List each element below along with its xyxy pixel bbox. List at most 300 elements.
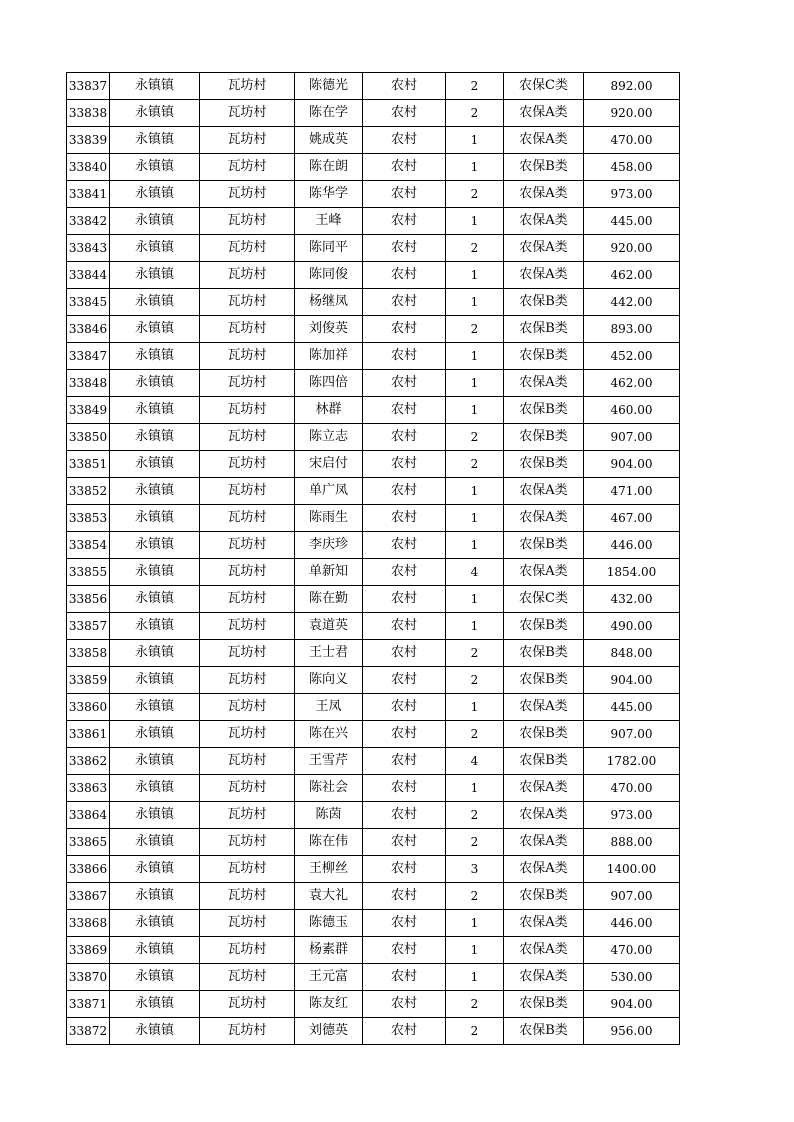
household-type-cell: 农村: [363, 478, 446, 505]
town-cell: 永镇镇: [110, 910, 200, 937]
record-id-cell: 33870: [67, 964, 110, 991]
table-row: [67, 775, 680, 802]
record-id-cell: 33872: [67, 1018, 110, 1045]
village-cell: 瓦坊村: [200, 505, 295, 532]
amount-cell: 956.00: [584, 1018, 680, 1045]
town-cell: 永镇镇: [110, 370, 200, 397]
record-id-cell: 33855: [67, 559, 110, 586]
category-cell: 农保B类: [504, 991, 584, 1018]
category-cell: 农保B类: [504, 289, 584, 316]
category-cell: 农保B类: [504, 154, 584, 181]
name-cell: 刘俊英: [295, 316, 363, 343]
record-id-cell: 33846: [67, 316, 110, 343]
record-id-cell: 33851: [67, 451, 110, 478]
amount-cell: 904.00: [584, 451, 680, 478]
category-cell: 农保B类: [504, 316, 584, 343]
member-count-cell: 2: [446, 883, 504, 910]
household-type-cell: 农村: [363, 181, 446, 208]
member-count-cell: 2: [446, 181, 504, 208]
table-row: [67, 883, 680, 910]
village-cell: 瓦坊村: [200, 208, 295, 235]
record-id-cell: 33849: [67, 397, 110, 424]
record-id-cell: 33854: [67, 532, 110, 559]
town-cell: 永镇镇: [110, 154, 200, 181]
town-cell: 永镇镇: [110, 451, 200, 478]
member-count-cell: 1: [446, 289, 504, 316]
town-cell: 永镇镇: [110, 667, 200, 694]
roster-table-body: [67, 73, 680, 1045]
category-cell: 农保A类: [504, 559, 584, 586]
record-id-cell: 33845: [67, 289, 110, 316]
amount-cell: 907.00: [584, 424, 680, 451]
name-cell: 陈在兴: [295, 721, 363, 748]
name-cell: 姚成英: [295, 127, 363, 154]
town-cell: 永镇镇: [110, 424, 200, 451]
household-type-cell: 农村: [363, 127, 446, 154]
record-id-cell: 33869: [67, 937, 110, 964]
member-count-cell: 4: [446, 559, 504, 586]
member-count-cell: 1: [446, 613, 504, 640]
amount-cell: 432.00: [584, 586, 680, 613]
table-row: [67, 505, 680, 532]
member-count-cell: 1: [446, 208, 504, 235]
name-cell: 陈德光: [295, 73, 363, 100]
name-cell: 王士君: [295, 640, 363, 667]
name-cell: 陈加祥: [295, 343, 363, 370]
town-cell: 永镇镇: [110, 829, 200, 856]
village-cell: 瓦坊村: [200, 586, 295, 613]
town-cell: 永镇镇: [110, 1018, 200, 1045]
village-cell: 瓦坊村: [200, 100, 295, 127]
amount-cell: 892.00: [584, 73, 680, 100]
household-type-cell: 农村: [363, 289, 446, 316]
table-row: [67, 964, 680, 991]
village-cell: 瓦坊村: [200, 1018, 295, 1045]
name-cell: 陈茵: [295, 802, 363, 829]
village-cell: 瓦坊村: [200, 667, 295, 694]
town-cell: 永镇镇: [110, 316, 200, 343]
village-cell: 瓦坊村: [200, 910, 295, 937]
name-cell: 林群: [295, 397, 363, 424]
category-cell: 农保B类: [504, 1018, 584, 1045]
amount-cell: 458.00: [584, 154, 680, 181]
table-row: [67, 370, 680, 397]
village-cell: 瓦坊村: [200, 721, 295, 748]
table-row: [67, 1018, 680, 1045]
household-type-cell: 农村: [363, 370, 446, 397]
household-type-cell: 农村: [363, 937, 446, 964]
table-row: [67, 262, 680, 289]
village-cell: 瓦坊村: [200, 613, 295, 640]
category-cell: 农保A类: [504, 370, 584, 397]
village-cell: 瓦坊村: [200, 127, 295, 154]
name-cell: 陈友红: [295, 991, 363, 1018]
town-cell: 永镇镇: [110, 991, 200, 1018]
name-cell: 王雪芹: [295, 748, 363, 775]
member-count-cell: 2: [446, 100, 504, 127]
member-count-cell: 1: [446, 343, 504, 370]
table-row: [67, 802, 680, 829]
category-cell: 农保B类: [504, 343, 584, 370]
village-cell: 瓦坊村: [200, 775, 295, 802]
member-count-cell: 1: [446, 262, 504, 289]
table-row: [67, 586, 680, 613]
category-cell: 农保A类: [504, 181, 584, 208]
household-type-cell: 农村: [363, 208, 446, 235]
amount-cell: 530.00: [584, 964, 680, 991]
amount-cell: 446.00: [584, 910, 680, 937]
household-type-cell: 农村: [363, 694, 446, 721]
town-cell: 永镇镇: [110, 397, 200, 424]
household-type-cell: 农村: [363, 1018, 446, 1045]
member-count-cell: 1: [446, 505, 504, 532]
record-id-cell: 33858: [67, 640, 110, 667]
member-count-cell: 2: [446, 640, 504, 667]
member-count-cell: 1: [446, 937, 504, 964]
table-row: [67, 856, 680, 883]
table-row: [67, 910, 680, 937]
amount-cell: 907.00: [584, 721, 680, 748]
town-cell: 永镇镇: [110, 559, 200, 586]
amount-cell: 907.00: [584, 883, 680, 910]
record-id-cell: 33837: [67, 73, 110, 100]
table-row: [67, 721, 680, 748]
village-cell: 瓦坊村: [200, 532, 295, 559]
member-count-cell: 2: [446, 316, 504, 343]
village-cell: 瓦坊村: [200, 991, 295, 1018]
town-cell: 永镇镇: [110, 694, 200, 721]
name-cell: 陈立志: [295, 424, 363, 451]
amount-cell: 920.00: [584, 100, 680, 127]
amount-cell: 1854.00: [584, 559, 680, 586]
town-cell: 永镇镇: [110, 937, 200, 964]
amount-cell: 904.00: [584, 667, 680, 694]
record-id-cell: 33847: [67, 343, 110, 370]
name-cell: 陈在勤: [295, 586, 363, 613]
name-cell: 宋启付: [295, 451, 363, 478]
amount-cell: 1400.00: [584, 856, 680, 883]
table-row: [67, 748, 680, 775]
town-cell: 永镇镇: [110, 748, 200, 775]
household-type-cell: 农村: [363, 424, 446, 451]
name-cell: 陈在伟: [295, 829, 363, 856]
town-cell: 永镇镇: [110, 856, 200, 883]
table-row: [67, 235, 680, 262]
household-type-cell: 农村: [363, 559, 446, 586]
household-type-cell: 农村: [363, 802, 446, 829]
table-row: [67, 991, 680, 1018]
member-count-cell: 1: [446, 478, 504, 505]
village-cell: 瓦坊村: [200, 370, 295, 397]
table-row: [67, 100, 680, 127]
member-count-cell: 1: [446, 586, 504, 613]
member-count-cell: 1: [446, 154, 504, 181]
amount-cell: 470.00: [584, 937, 680, 964]
category-cell: 农保A类: [504, 802, 584, 829]
name-cell: 陈同俊: [295, 262, 363, 289]
table-row: [67, 478, 680, 505]
record-id-cell: 33853: [67, 505, 110, 532]
household-type-cell: 农村: [363, 829, 446, 856]
village-cell: 瓦坊村: [200, 154, 295, 181]
household-type-cell: 农村: [363, 235, 446, 262]
amount-cell: 973.00: [584, 181, 680, 208]
amount-cell: 446.00: [584, 532, 680, 559]
member-count-cell: 4: [446, 748, 504, 775]
record-id-cell: 33856: [67, 586, 110, 613]
amount-cell: 445.00: [584, 208, 680, 235]
name-cell: 刘德英: [295, 1018, 363, 1045]
town-cell: 永镇镇: [110, 640, 200, 667]
village-cell: 瓦坊村: [200, 802, 295, 829]
town-cell: 永镇镇: [110, 235, 200, 262]
household-type-cell: 农村: [363, 451, 446, 478]
table-row: [67, 559, 680, 586]
member-count-cell: 2: [446, 802, 504, 829]
amount-cell: 893.00: [584, 316, 680, 343]
category-cell: 农保A类: [504, 100, 584, 127]
village-cell: 瓦坊村: [200, 694, 295, 721]
village-cell: 瓦坊村: [200, 964, 295, 991]
amount-cell: 470.00: [584, 775, 680, 802]
household-type-cell: 农村: [363, 613, 446, 640]
member-count-cell: 1: [446, 532, 504, 559]
household-type-cell: 农村: [363, 991, 446, 1018]
amount-cell: 848.00: [584, 640, 680, 667]
table-row: [67, 451, 680, 478]
table-row: [67, 208, 680, 235]
name-cell: 陈社会: [295, 775, 363, 802]
category-cell: 农保B类: [504, 613, 584, 640]
village-cell: 瓦坊村: [200, 748, 295, 775]
table-row: [67, 289, 680, 316]
table-row: [67, 181, 680, 208]
name-cell: 陈向义: [295, 667, 363, 694]
record-id-cell: 33848: [67, 370, 110, 397]
name-cell: 杨继凤: [295, 289, 363, 316]
category-cell: 农保A类: [504, 829, 584, 856]
member-count-cell: 1: [446, 964, 504, 991]
name-cell: 杨素群: [295, 937, 363, 964]
table-row: [67, 127, 680, 154]
member-count-cell: 2: [446, 1018, 504, 1045]
category-cell: 农保B类: [504, 451, 584, 478]
village-cell: 瓦坊村: [200, 829, 295, 856]
record-id-cell: 33866: [67, 856, 110, 883]
table-row: [67, 937, 680, 964]
name-cell: 李庆珍: [295, 532, 363, 559]
village-cell: 瓦坊村: [200, 316, 295, 343]
name-cell: 王元富: [295, 964, 363, 991]
record-id-cell: 33844: [67, 262, 110, 289]
household-type-cell: 农村: [363, 100, 446, 127]
record-id-cell: 33860: [67, 694, 110, 721]
table-row: [67, 640, 680, 667]
category-cell: 农保C类: [504, 73, 584, 100]
member-count-cell: 1: [446, 127, 504, 154]
name-cell: 王凤: [295, 694, 363, 721]
village-cell: 瓦坊村: [200, 397, 295, 424]
name-cell: 陈德玉: [295, 910, 363, 937]
town-cell: 永镇镇: [110, 532, 200, 559]
village-cell: 瓦坊村: [200, 343, 295, 370]
town-cell: 永镇镇: [110, 73, 200, 100]
amount-cell: 452.00: [584, 343, 680, 370]
name-cell: 王峰: [295, 208, 363, 235]
town-cell: 永镇镇: [110, 505, 200, 532]
category-cell: 农保A类: [504, 208, 584, 235]
village-cell: 瓦坊村: [200, 856, 295, 883]
village-cell: 瓦坊村: [200, 559, 295, 586]
category-cell: 农保A类: [504, 775, 584, 802]
member-count-cell: 2: [446, 451, 504, 478]
amount-cell: 471.00: [584, 478, 680, 505]
record-id-cell: 33864: [67, 802, 110, 829]
town-cell: 永镇镇: [110, 586, 200, 613]
town-cell: 永镇镇: [110, 127, 200, 154]
record-id-cell: 33840: [67, 154, 110, 181]
name-cell: 陈四倍: [295, 370, 363, 397]
record-id-cell: 33839: [67, 127, 110, 154]
record-id-cell: 33867: [67, 883, 110, 910]
category-cell: 农保B类: [504, 397, 584, 424]
household-type-cell: 农村: [363, 532, 446, 559]
name-cell: 陈雨生: [295, 505, 363, 532]
member-count-cell: 3: [446, 856, 504, 883]
category-cell: 农保A类: [504, 235, 584, 262]
category-cell: 农保B类: [504, 748, 584, 775]
amount-cell: 460.00: [584, 397, 680, 424]
village-cell: 瓦坊村: [200, 181, 295, 208]
household-type-cell: 农村: [363, 73, 446, 100]
town-cell: 永镇镇: [110, 181, 200, 208]
household-type-cell: 农村: [363, 316, 446, 343]
member-count-cell: 2: [446, 991, 504, 1018]
roster-table: [66, 72, 680, 1045]
town-cell: 永镇镇: [110, 289, 200, 316]
category-cell: 农保A类: [504, 478, 584, 505]
household-type-cell: 农村: [363, 910, 446, 937]
record-id-cell: 33865: [67, 829, 110, 856]
amount-cell: 442.00: [584, 289, 680, 316]
member-count-cell: 1: [446, 775, 504, 802]
amount-cell: 920.00: [584, 235, 680, 262]
member-count-cell: 2: [446, 721, 504, 748]
town-cell: 永镇镇: [110, 343, 200, 370]
category-cell: 农保A类: [504, 910, 584, 937]
category-cell: 农保A类: [504, 127, 584, 154]
town-cell: 永镇镇: [110, 802, 200, 829]
category-cell: 农保A类: [504, 505, 584, 532]
table-row: [67, 829, 680, 856]
name-cell: 袁道英: [295, 613, 363, 640]
record-id-cell: 33863: [67, 775, 110, 802]
name-cell: 陈在学: [295, 100, 363, 127]
household-type-cell: 农村: [363, 775, 446, 802]
name-cell: 陈同平: [295, 235, 363, 262]
village-cell: 瓦坊村: [200, 640, 295, 667]
table-row: [67, 343, 680, 370]
member-count-cell: 2: [446, 73, 504, 100]
household-type-cell: 农村: [363, 262, 446, 289]
town-cell: 永镇镇: [110, 883, 200, 910]
amount-cell: 1782.00: [584, 748, 680, 775]
record-id-cell: 33850: [67, 424, 110, 451]
household-type-cell: 农村: [363, 154, 446, 181]
name-cell: 袁大礼: [295, 883, 363, 910]
town-cell: 永镇镇: [110, 613, 200, 640]
name-cell: 单新知: [295, 559, 363, 586]
amount-cell: 490.00: [584, 613, 680, 640]
village-cell: 瓦坊村: [200, 478, 295, 505]
table-row: [67, 397, 680, 424]
village-cell: 瓦坊村: [200, 424, 295, 451]
record-id-cell: 33842: [67, 208, 110, 235]
record-id-cell: 33857: [67, 613, 110, 640]
table-row: [67, 316, 680, 343]
amount-cell: 467.00: [584, 505, 680, 532]
town-cell: 永镇镇: [110, 100, 200, 127]
town-cell: 永镇镇: [110, 721, 200, 748]
household-type-cell: 农村: [363, 667, 446, 694]
household-type-cell: 农村: [363, 748, 446, 775]
village-cell: 瓦坊村: [200, 289, 295, 316]
member-count-cell: 2: [446, 424, 504, 451]
household-type-cell: 农村: [363, 883, 446, 910]
amount-cell: 462.00: [584, 370, 680, 397]
member-count-cell: 1: [446, 397, 504, 424]
table-row: [67, 694, 680, 721]
category-cell: 农保B类: [504, 424, 584, 451]
record-id-cell: 33843: [67, 235, 110, 262]
category-cell: 农保B类: [504, 883, 584, 910]
member-count-cell: 1: [446, 910, 504, 937]
member-count-cell: 2: [446, 667, 504, 694]
name-cell: 王柳丝: [295, 856, 363, 883]
category-cell: 农保A类: [504, 856, 584, 883]
household-type-cell: 农村: [363, 721, 446, 748]
category-cell: 农保B类: [504, 721, 584, 748]
table-row: [67, 154, 680, 181]
record-id-cell: 33862: [67, 748, 110, 775]
table-row: [67, 73, 680, 100]
name-cell: 陈在朗: [295, 154, 363, 181]
category-cell: 农保A类: [504, 694, 584, 721]
household-type-cell: 农村: [363, 586, 446, 613]
member-count-cell: 2: [446, 235, 504, 262]
town-cell: 永镇镇: [110, 775, 200, 802]
record-id-cell: 33838: [67, 100, 110, 127]
amount-cell: 888.00: [584, 829, 680, 856]
record-id-cell: 33841: [67, 181, 110, 208]
name-cell: 单广凤: [295, 478, 363, 505]
town-cell: 永镇镇: [110, 208, 200, 235]
member-count-cell: 1: [446, 694, 504, 721]
table-row: [67, 424, 680, 451]
table-row: [67, 667, 680, 694]
member-count-cell: 2: [446, 829, 504, 856]
category-cell: 农保B类: [504, 532, 584, 559]
town-cell: 永镇镇: [110, 262, 200, 289]
amount-cell: 445.00: [584, 694, 680, 721]
name-cell: 陈华学: [295, 181, 363, 208]
household-type-cell: 农村: [363, 343, 446, 370]
village-cell: 瓦坊村: [200, 235, 295, 262]
household-type-cell: 农村: [363, 856, 446, 883]
amount-cell: 973.00: [584, 802, 680, 829]
record-id-cell: 33861: [67, 721, 110, 748]
village-cell: 瓦坊村: [200, 451, 295, 478]
